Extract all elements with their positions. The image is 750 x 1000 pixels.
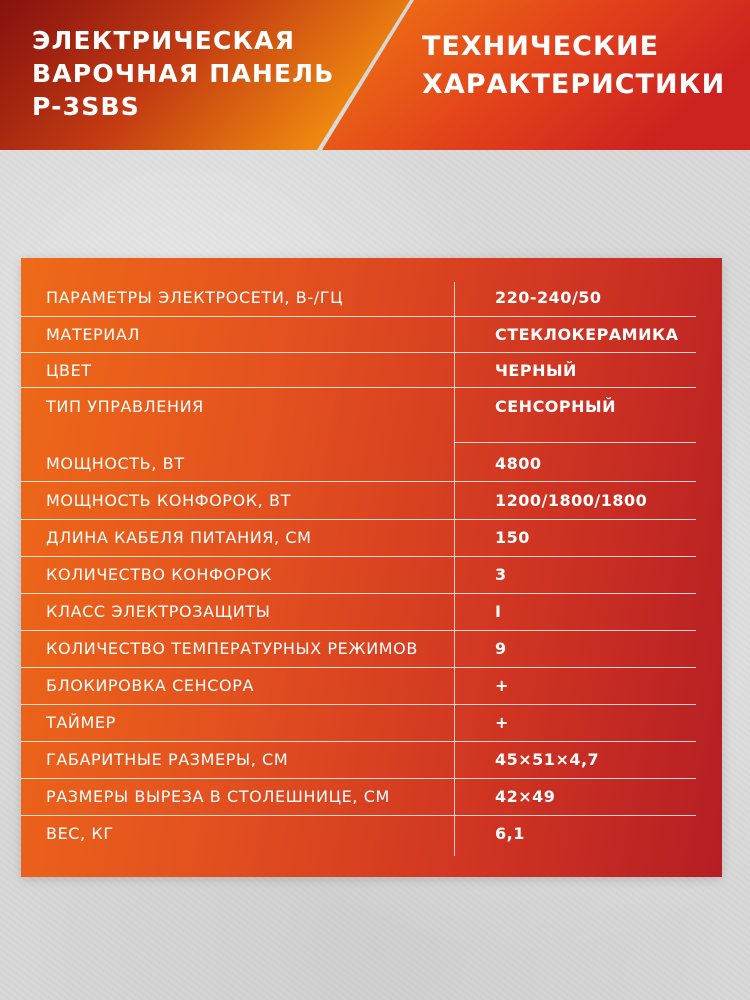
spec-value: 3 <box>495 565 507 584</box>
spec-value: СЕНСОРНЫЙ <box>495 397 616 416</box>
spec-value: СТЕКЛОКЕРАМИКА <box>495 325 679 344</box>
spec-row <box>21 593 722 630</box>
spec-row <box>21 316 722 353</box>
spec-value: 45×51×4,7 <box>495 750 600 769</box>
spec-value: 4800 <box>495 454 542 473</box>
product-title <box>32 24 372 123</box>
spec-param: ТИП УПРАВЛЕНИЯ <box>46 397 204 416</box>
product-title-line-3: P-3SBS <box>32 92 140 121</box>
spec-value: + <box>495 676 509 695</box>
spec-row <box>21 556 722 593</box>
spec-value: 6,1 <box>495 824 525 843</box>
spec-value: 9 <box>495 639 507 658</box>
spec-param: КОЛИЧЕСТВО КОНФОРОК <box>46 565 272 584</box>
spec-param: ЦВЕТ <box>46 361 92 380</box>
spec-row <box>21 704 722 741</box>
spec-param: ПАРАМЕТРЫ ЭЛЕКТРОСЕТИ, В-/ГЦ <box>46 288 344 307</box>
spec-row <box>21 482 722 519</box>
spec-value: + <box>495 713 509 732</box>
spec-row <box>21 445 722 482</box>
product-title-line-2: ВАРОЧНАЯ ПАНЕЛЬ <box>32 59 335 88</box>
specs-table <box>21 258 722 877</box>
section-title-line-1: ТЕХНИЧЕСКИЕ <box>422 31 660 62</box>
spec-param: ВЕС, КГ <box>46 824 114 843</box>
spec-row <box>21 352 722 389</box>
spec-param: МОЩНОСТЬ КОНФОРОК, ВТ <box>46 491 292 510</box>
spec-value: 1200/1800/1800 <box>495 491 648 510</box>
spec-param: РАЗМЕРЫ ВЫРЕЗА В СТОЛЕШНИЦЕ, СМ <box>46 787 390 806</box>
spec-row <box>21 630 722 667</box>
spec-param: БЛОКИРОВКА СЕНСОРА <box>46 676 255 695</box>
spec-value: ЧЕРНЫЙ <box>495 361 577 380</box>
row-separator <box>454 442 696 443</box>
spec-param: МАТЕРИАЛ <box>46 325 141 344</box>
spec-row <box>21 667 722 704</box>
spec-row <box>21 279 722 316</box>
spec-value: I <box>495 602 502 621</box>
spec-row <box>21 519 722 556</box>
spec-row <box>21 815 722 852</box>
product-title-line-1: ЭЛЕКТРИЧЕСКАЯ <box>32 26 296 55</box>
spec-param: КОЛИЧЕСТВО ТЕМПЕРАТУРНЫХ РЕЖИМОВ <box>46 639 418 658</box>
spec-value: 42×49 <box>495 787 556 806</box>
spec-value: 150 <box>495 528 530 547</box>
header-banner <box>0 0 750 150</box>
spec-row <box>21 741 722 778</box>
spec-param: МОЩНОСТЬ, ВТ <box>46 454 185 473</box>
spec-param: КЛАСС ЭЛЕКТРОЗАЩИТЫ <box>46 602 271 621</box>
section-title <box>422 28 742 104</box>
section-title-line-2: ХАРАКТЕРИСТИКИ <box>422 69 726 100</box>
spec-value: 220-240/50 <box>495 288 602 307</box>
spec-row <box>21 778 722 815</box>
spec-param: ТАЙМЕР <box>46 713 116 732</box>
spec-row <box>21 388 722 425</box>
spec-param: ДЛИНА КАБЕЛЯ ПИТАНИЯ, СМ <box>46 528 312 547</box>
spec-param: ГАБАРИТНЫЕ РАЗМЕРЫ, СМ <box>46 750 289 769</box>
